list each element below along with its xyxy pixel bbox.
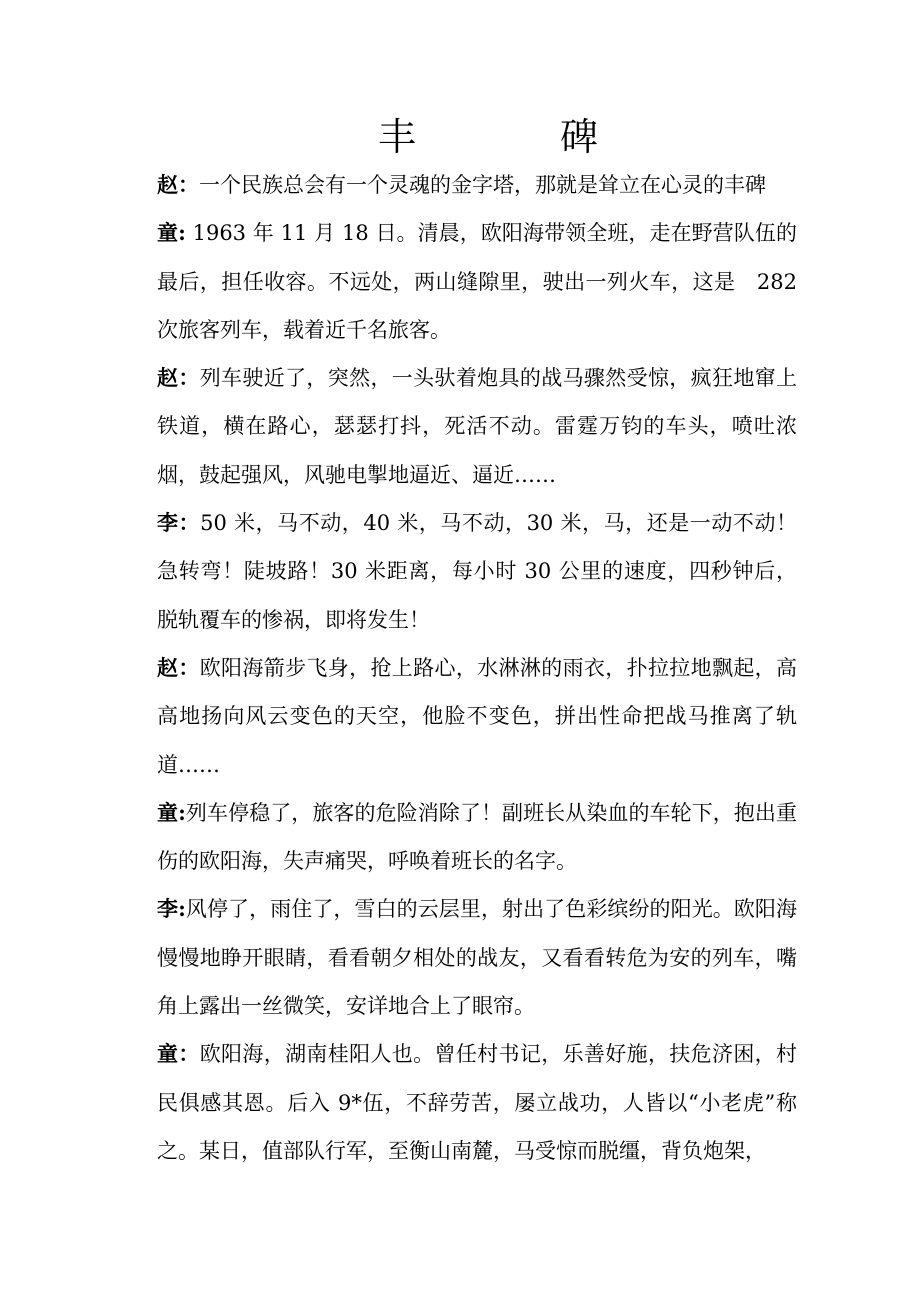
- title-char-1: 丰: [378, 115, 419, 159]
- title-char-2: 碑: [560, 115, 601, 159]
- speaker-label: 赵：: [157, 172, 199, 197]
- speaker-label: 童:: [157, 799, 186, 825]
- dialogue-paragraph: [157, 644, 797, 789]
- dialogue-paragraph: [157, 354, 797, 499]
- dialogue-text: 1963 年 11 月 18 日。清晨，欧阳海带领全班，走在野营队伍的最后，担任收容。不远处，两山缝隙里，驶出一列火车，这是 282 次旅客列车，载着近千名旅客。: [157, 221, 797, 342]
- dialogue-paragraph: [157, 499, 797, 644]
- dialogue-paragraph: [157, 789, 797, 886]
- speaker-label: 李:: [157, 896, 186, 922]
- speaker-label: 赵：: [157, 365, 200, 391]
- dialogue-paragraph: [157, 209, 797, 354]
- dialogue-text: 欧阳海，湖南桂阳人也。曾任村书记，乐善好施，扶危济困，村民俱感其恩。后入 9*伍，不辞劳苦，屡立战功，人皆以“小老虎”称之。某日，值部队行军，至衡山南麓，马受惊而脱缰，背负炮架，: [157, 1042, 798, 1163]
- speaker-label: 童：: [157, 1041, 200, 1067]
- dialogue-text: 50 米，马不动，40 米，马不动，30 米，马，还是一动不动！急转弯！陡坡路！30 米距离，每小时 30 公里的速度，四秒钟后，脱轨覆车的惨祸，即将发生！: [157, 511, 797, 632]
- speaker-label: 童:: [157, 220, 186, 246]
- speaker-label: 李：: [157, 510, 201, 536]
- dialogue-text: 列车停稳了，旅客的危险消除了！副班长从染血的车轮下，抱出重伤的欧阳海，失声痛哭，呼唤着班长的名字。: [157, 800, 797, 874]
- dialogue-text: 欧阳海箭步飞身，抢上路心，水淋淋的雨衣，扑拉拉地飘起，高高地扬向风云变色的天空，他脸不变色，拼出性命把战马推离了轨道……: [157, 655, 798, 777]
- dialogue-paragraph: [157, 161, 797, 209]
- dialogue-text: 风停了，雨住了，雪白的云层里，射出了色彩缤纷的阳光。欧阳海慢慢地睁开眼睛，看看朝夕相处的战友，又看看转危为安的列车，嘴角上露出一丝微笑，安详地合上了眼帘。: [157, 897, 797, 1019]
- dialogue-text: 列车驶近了，突然，一头驮着炮具的战马骤然受惊，疯狂地窜上铁道，横在路心，瑟瑟打抖，死活不动。雷霆万钧的车头，喷吐浓烟，鼓起强风，风驰电掣地逼近、逼近……: [157, 366, 798, 487]
- dialogue-paragraph: [157, 1030, 797, 1175]
- dialogue-paragraph: [157, 885, 797, 1030]
- speaker-label: 赵：: [157, 654, 200, 680]
- dialogue-text: 一个民族总会有一个灵魂的金字塔，那就是耸立在心灵的丰碑: [199, 173, 766, 197]
- script-body: [157, 161, 797, 1175]
